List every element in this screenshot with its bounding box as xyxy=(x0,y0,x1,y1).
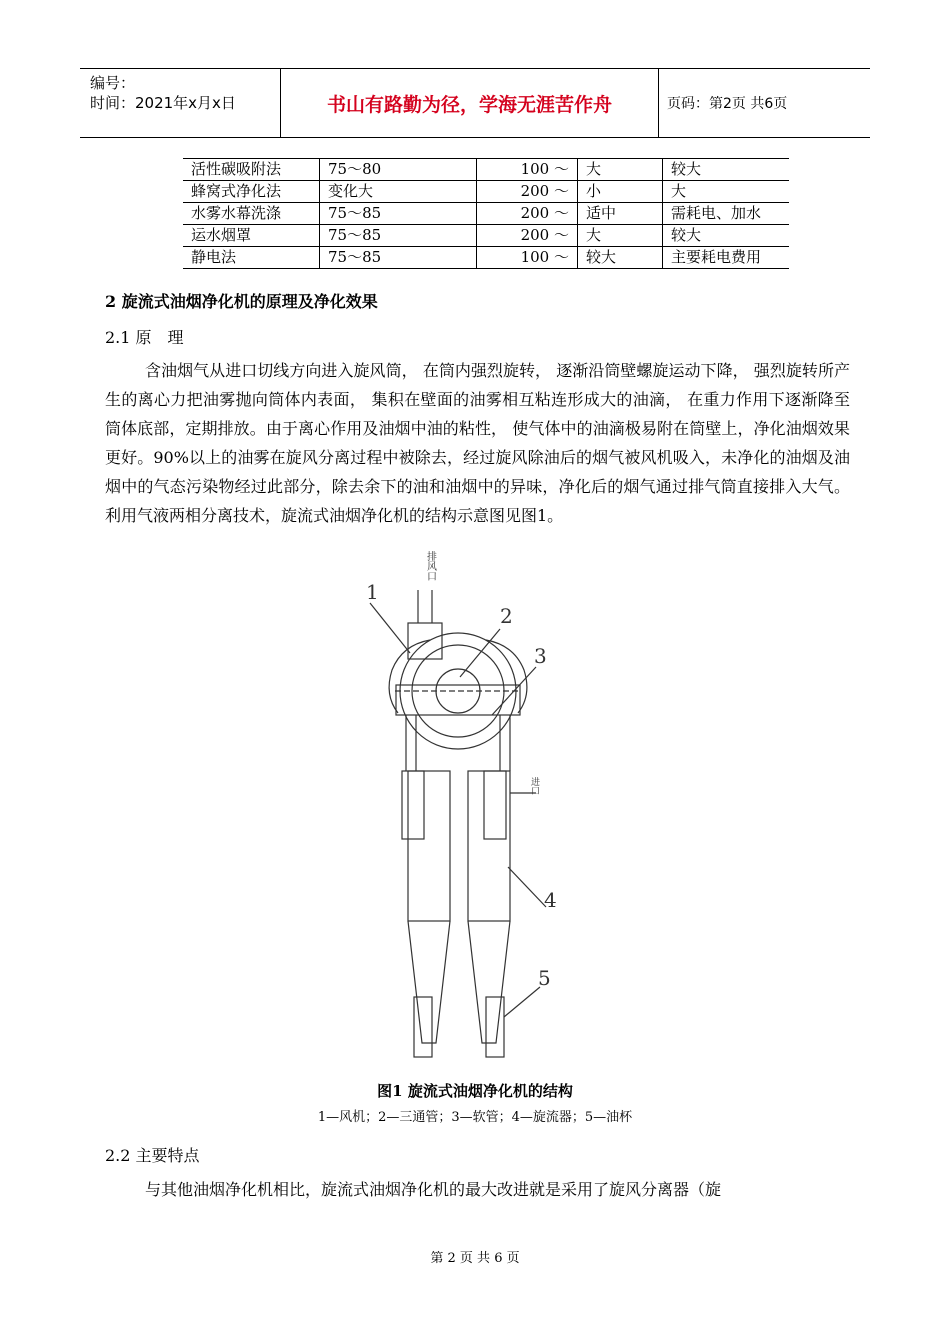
table-cell: 运水烟罩 xyxy=(183,225,320,247)
right-hose-down xyxy=(500,715,510,771)
table-cell: 活性碳吸附法 xyxy=(183,159,320,181)
table-cell: 需耗电、加水 xyxy=(663,203,790,225)
figure-caption: 图1 旋流式油烟净化机的结构 xyxy=(377,1082,573,1100)
table-cell: 大 xyxy=(578,159,663,181)
principle-text: 含油烟气从进口切线方向进入旋风筒， 在筒内强烈旋转， 逐渐沿筒壁螺旋运动下降， 强烈旋转所产生的离心力把油雾抛向筒体内表面， 集积在壁面的油雾相互粘连形成大的油滴， 在重力作用下逐渐降至筒体底部，定期排放。由于离心作用及油烟中油的粘性， 使气体中的油滴极易附在筒壁上，净化油烟效果更好。90%以上的油雾在旋风分离过程中被除去，经过旋风除油后的烟气被风机吸入，未净化的油烟及油烟中的气态污染物经过此部分，除去余下的油和油烟中的异味，净化后的烟气通过排气筒直接排入大气。利用气液两相分离技术，旋流式油烟净化机的结构示意图见图1。 xyxy=(105,361,850,525)
principle-paragraph xyxy=(105,356,850,530)
table-cell: 75～80 xyxy=(320,159,477,181)
table-cell: 75～85 xyxy=(320,225,477,247)
table-cell: 较大 xyxy=(663,159,790,181)
table-cell: 200 ～ xyxy=(477,203,578,225)
time-label: 时间：2021年x月x日 xyxy=(90,94,236,112)
figure-legend: 1—风机；2—三通管；3—软管；4—旋流器；5—油杯 xyxy=(317,1110,633,1125)
table-row xyxy=(183,203,789,225)
right-oil-cup xyxy=(486,997,504,1057)
table-row xyxy=(183,159,789,181)
left-cyclone-body xyxy=(408,771,450,921)
section-2-1-title: 2.1 原 理 xyxy=(105,328,184,347)
label-3: 3 xyxy=(534,644,547,668)
features-text: 与其他油烟净化机相比，旋流式油烟净化机的最大改进就是采用了旋风分离器（旋 xyxy=(145,1180,722,1199)
left-hose-down xyxy=(406,715,416,771)
table-cell: 小 xyxy=(578,181,663,203)
section-2-2-title: 2.2 主要特点 xyxy=(105,1146,200,1165)
right-hose xyxy=(486,640,527,713)
exhaust-text: 排风口 xyxy=(424,551,436,581)
leader-5 xyxy=(504,987,540,1017)
label-1: 1 xyxy=(366,580,379,604)
tee-pipe xyxy=(396,685,520,715)
left-hose xyxy=(389,640,430,713)
table-cell: 较大 xyxy=(663,225,790,247)
header-meta xyxy=(80,69,281,137)
table-cell: 适中 xyxy=(578,203,663,225)
right-cyclone-body xyxy=(468,771,510,921)
comparison-table-body xyxy=(183,159,789,269)
page-footer: 第 2 页 共 6 页 xyxy=(430,1251,520,1266)
code-label: 编号： xyxy=(90,74,136,92)
table-cell: 200 ～ xyxy=(477,181,578,203)
table-cell: 水雾水幕洗涤 xyxy=(183,203,320,225)
label-4: 4 xyxy=(544,888,557,912)
header-motto: 书山有路勤为径，学海无涯苦作舟 xyxy=(281,69,659,137)
features-paragraph xyxy=(105,1175,850,1204)
comparison-table xyxy=(183,158,789,269)
table-cell: 75～85 xyxy=(320,247,477,269)
table-cell: 75～85 xyxy=(320,203,477,225)
left-oil-cup xyxy=(414,997,432,1057)
structure-figure xyxy=(340,545,600,1065)
table-cell: 静电法 xyxy=(183,247,320,269)
table-cell: 100 ～ xyxy=(477,247,578,269)
leader-1 xyxy=(370,603,410,653)
table-cell: 变化大 xyxy=(320,181,477,203)
label-2: 2 xyxy=(500,604,513,628)
left-inlet-box xyxy=(402,771,424,839)
label-5: 5 xyxy=(538,966,551,990)
section-2-title: 2 旋流式油烟净化机的原理及净化效果 xyxy=(105,292,378,311)
table-row xyxy=(183,181,789,203)
table-cell: 200 ～ xyxy=(477,225,578,247)
table-cell: 蜂窝式净化法 xyxy=(183,181,320,203)
inlet-text: 进口 xyxy=(529,777,539,795)
leader-2 xyxy=(460,629,500,677)
table-cell: 较大 xyxy=(578,247,663,269)
page-header xyxy=(80,68,870,138)
table-cell: 100 ～ xyxy=(477,159,578,181)
table-cell: 大 xyxy=(578,225,663,247)
right-inlet-box xyxy=(484,771,506,839)
table-cell: 主要耗电费用 xyxy=(663,247,790,269)
header-page-label: 页码：第2页 共6页 xyxy=(667,96,788,112)
leader-4 xyxy=(508,867,546,907)
table-row xyxy=(183,247,789,269)
table-row xyxy=(183,225,789,247)
table-cell: 大 xyxy=(663,181,790,203)
